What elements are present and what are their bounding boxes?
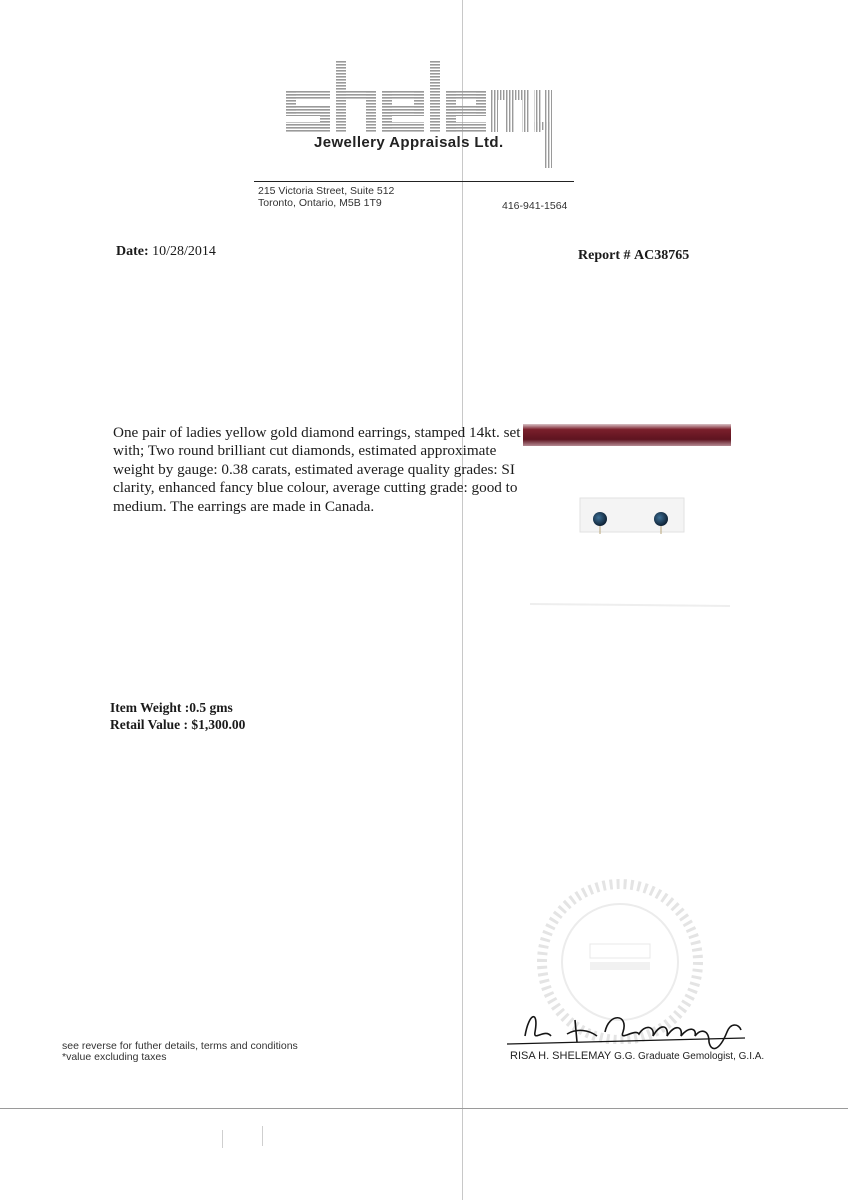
- scan-tick: [262, 1126, 263, 1146]
- scan-bottom-edge: [0, 1108, 848, 1109]
- item-weight: [110, 700, 233, 716]
- date-label: Date:: [116, 244, 149, 259]
- footnote-taxes: *value excluding taxes: [62, 1051, 167, 1063]
- earrings-photo: [520, 418, 735, 613]
- report-number: [578, 248, 689, 264]
- retail-value: [110, 717, 245, 733]
- address-line-1: 215 Victoria Street, Suite 512: [258, 185, 395, 197]
- retail-label: Retail Value :: [110, 717, 189, 732]
- report-date: [116, 244, 216, 260]
- scan-tick: [222, 1130, 223, 1148]
- weight-value: 0.5 gms: [189, 700, 233, 715]
- phone-number: 416-941-1564: [502, 200, 568, 212]
- appraiser-name-line: [510, 1050, 764, 1062]
- company-name: Jewellery Appraisals Ltd.: [314, 134, 504, 151]
- item-description: One pair of ladies yellow gold diamond earrings, stamped 14kt. set with; Two round brilliant cut diamonds, estimated approximate weight by gauge: 0.38 carats, estimated average quality grades: SI clarity, enhanced fancy blue colour, average cutting grade: good to medium. The earrings are made in Canada.: [113, 424, 521, 515]
- date-value: 10/28/2014: [152, 244, 216, 259]
- appraiser-name: RISA H. SHELEMAY: [510, 1050, 612, 1062]
- report-number-value: AC38765: [634, 248, 690, 263]
- report-label: Report #: [578, 248, 631, 263]
- appraiser-credential: G.G. Graduate Gemologist, G.I.A.: [614, 1051, 765, 1062]
- address-line-2: Toronto, Ontario, M5B 1T9: [258, 197, 382, 209]
- scan-fold-line: [462, 0, 463, 1200]
- retail-amount: $1,300.00: [191, 717, 246, 732]
- weight-label: Item Weight :: [110, 700, 190, 715]
- footnote-terms: see reverse for futher details, terms and conditions: [62, 1040, 298, 1052]
- letterhead-rule: [254, 181, 574, 182]
